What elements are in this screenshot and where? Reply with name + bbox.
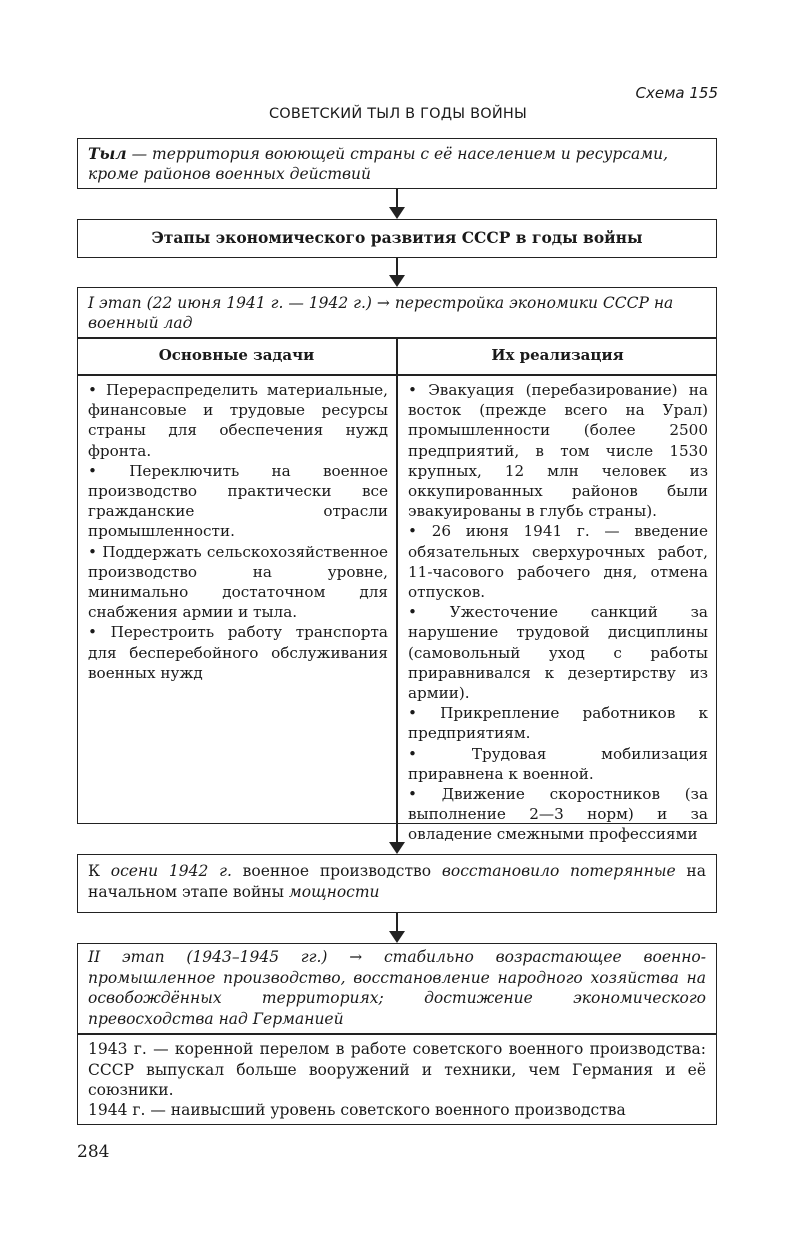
arrow-down-icon [389, 824, 405, 854]
arrow-down-icon [389, 258, 405, 287]
list-item: • Ужесточение санкций за нарушение трудовой дисциплины (самовольный уход с работы приравнивался к дезертирству из армии). [408, 602, 708, 703]
stage2-line-1943: 1943 г. — коренной перелом в работе советского военного производства: СССР выпускал больше вооружений и техники, чем Германия и её союзники. [88, 1040, 706, 1099]
autumn-date: осени 1942 г. [110, 862, 232, 880]
autumn-1942-box [77, 854, 717, 913]
list-item: • Переключить на военное производство практически все гражданские отрасли промышленности. [88, 461, 388, 542]
tasks-cell [80, 377, 396, 686]
definition-term: Тыл [88, 144, 127, 163]
definition-text: — территория воюющей страны с её населением и ресурсами, кроме районов военных действий [88, 145, 669, 183]
stages-header [77, 219, 717, 258]
implementation-cell [400, 377, 716, 848]
page-number: 284 [77, 1142, 110, 1162]
list-item: • 26 июня 1941 г. — введение обязательных сверхурочных работ, 11-часового рабочего дня, отмена отпусков. [408, 521, 708, 602]
col-header-implementation: Их реализация [491, 346, 624, 364]
stage2-divider [77, 1033, 717, 1035]
stages-header-text: Этапы экономического развития СССР в годы войны [151, 228, 643, 247]
col-header-tasks: Основные задачи [158, 346, 315, 364]
arrow-down-icon [389, 913, 405, 943]
autumn-emphasis: мощности [288, 883, 380, 901]
scheme-label: Схема 155 [635, 84, 718, 102]
stage1-title: I этап (22 июня 1941 г. — 1942 г.) → перестройка экономики СССР на военный лад [88, 294, 674, 332]
list-item: • Прикрепление работников к предприятиям. [408, 703, 708, 743]
definition-box [77, 138, 717, 189]
stage2-title: II этап (1943–1945 гг.) → стабильно возрастающее военно-промышленное производство, восстановление народного хозяйства на освобождённых территориях; достижение экономического превосходства над Германией [88, 948, 706, 1028]
autumn-text: на начальном этапе войны [88, 862, 706, 901]
stage1-column-divider [396, 337, 398, 824]
list-item: • Перестроить работу транспорта для бесперебойного обслуживания военных нужд [88, 622, 388, 683]
autumn-emphasis: восстановило потерянные [441, 862, 676, 880]
stage2-line-1944: 1944 г. — наивысший уровень советского военного производства [88, 1101, 626, 1119]
list-item: • Поддержать сельскохозяйственное производство на уровне, минимально достаточном для снабжения армии и тыла. [88, 542, 388, 623]
page-title: СОВЕТСКИЙ ТЫЛ В ГОДЫ ВОЙНЫ [268, 106, 528, 122]
list-item: • Трудовая мобилизация приравнена к военной. [408, 744, 708, 784]
arrow-down-icon [389, 189, 405, 219]
autumn-text: военное производство [231, 862, 442, 880]
list-item: • Движение скоростников (за выполнение 2—3 норм) и за овладение смежными профессиями [408, 784, 708, 845]
list-item: • Перераспределить материальные, финансовые и трудовые ресурсы страны для обеспечения нужд фронта. [88, 380, 388, 461]
list-item: • Эвакуация (перебазирование) на восток (прежде всего на Урал) промышленности (более 2500 предприятий, в том числе 1530 крупных, 12 млн человек из оккупированных районов были эвакуированы в глубь страны). [408, 380, 708, 521]
autumn-text: К [88, 862, 111, 880]
